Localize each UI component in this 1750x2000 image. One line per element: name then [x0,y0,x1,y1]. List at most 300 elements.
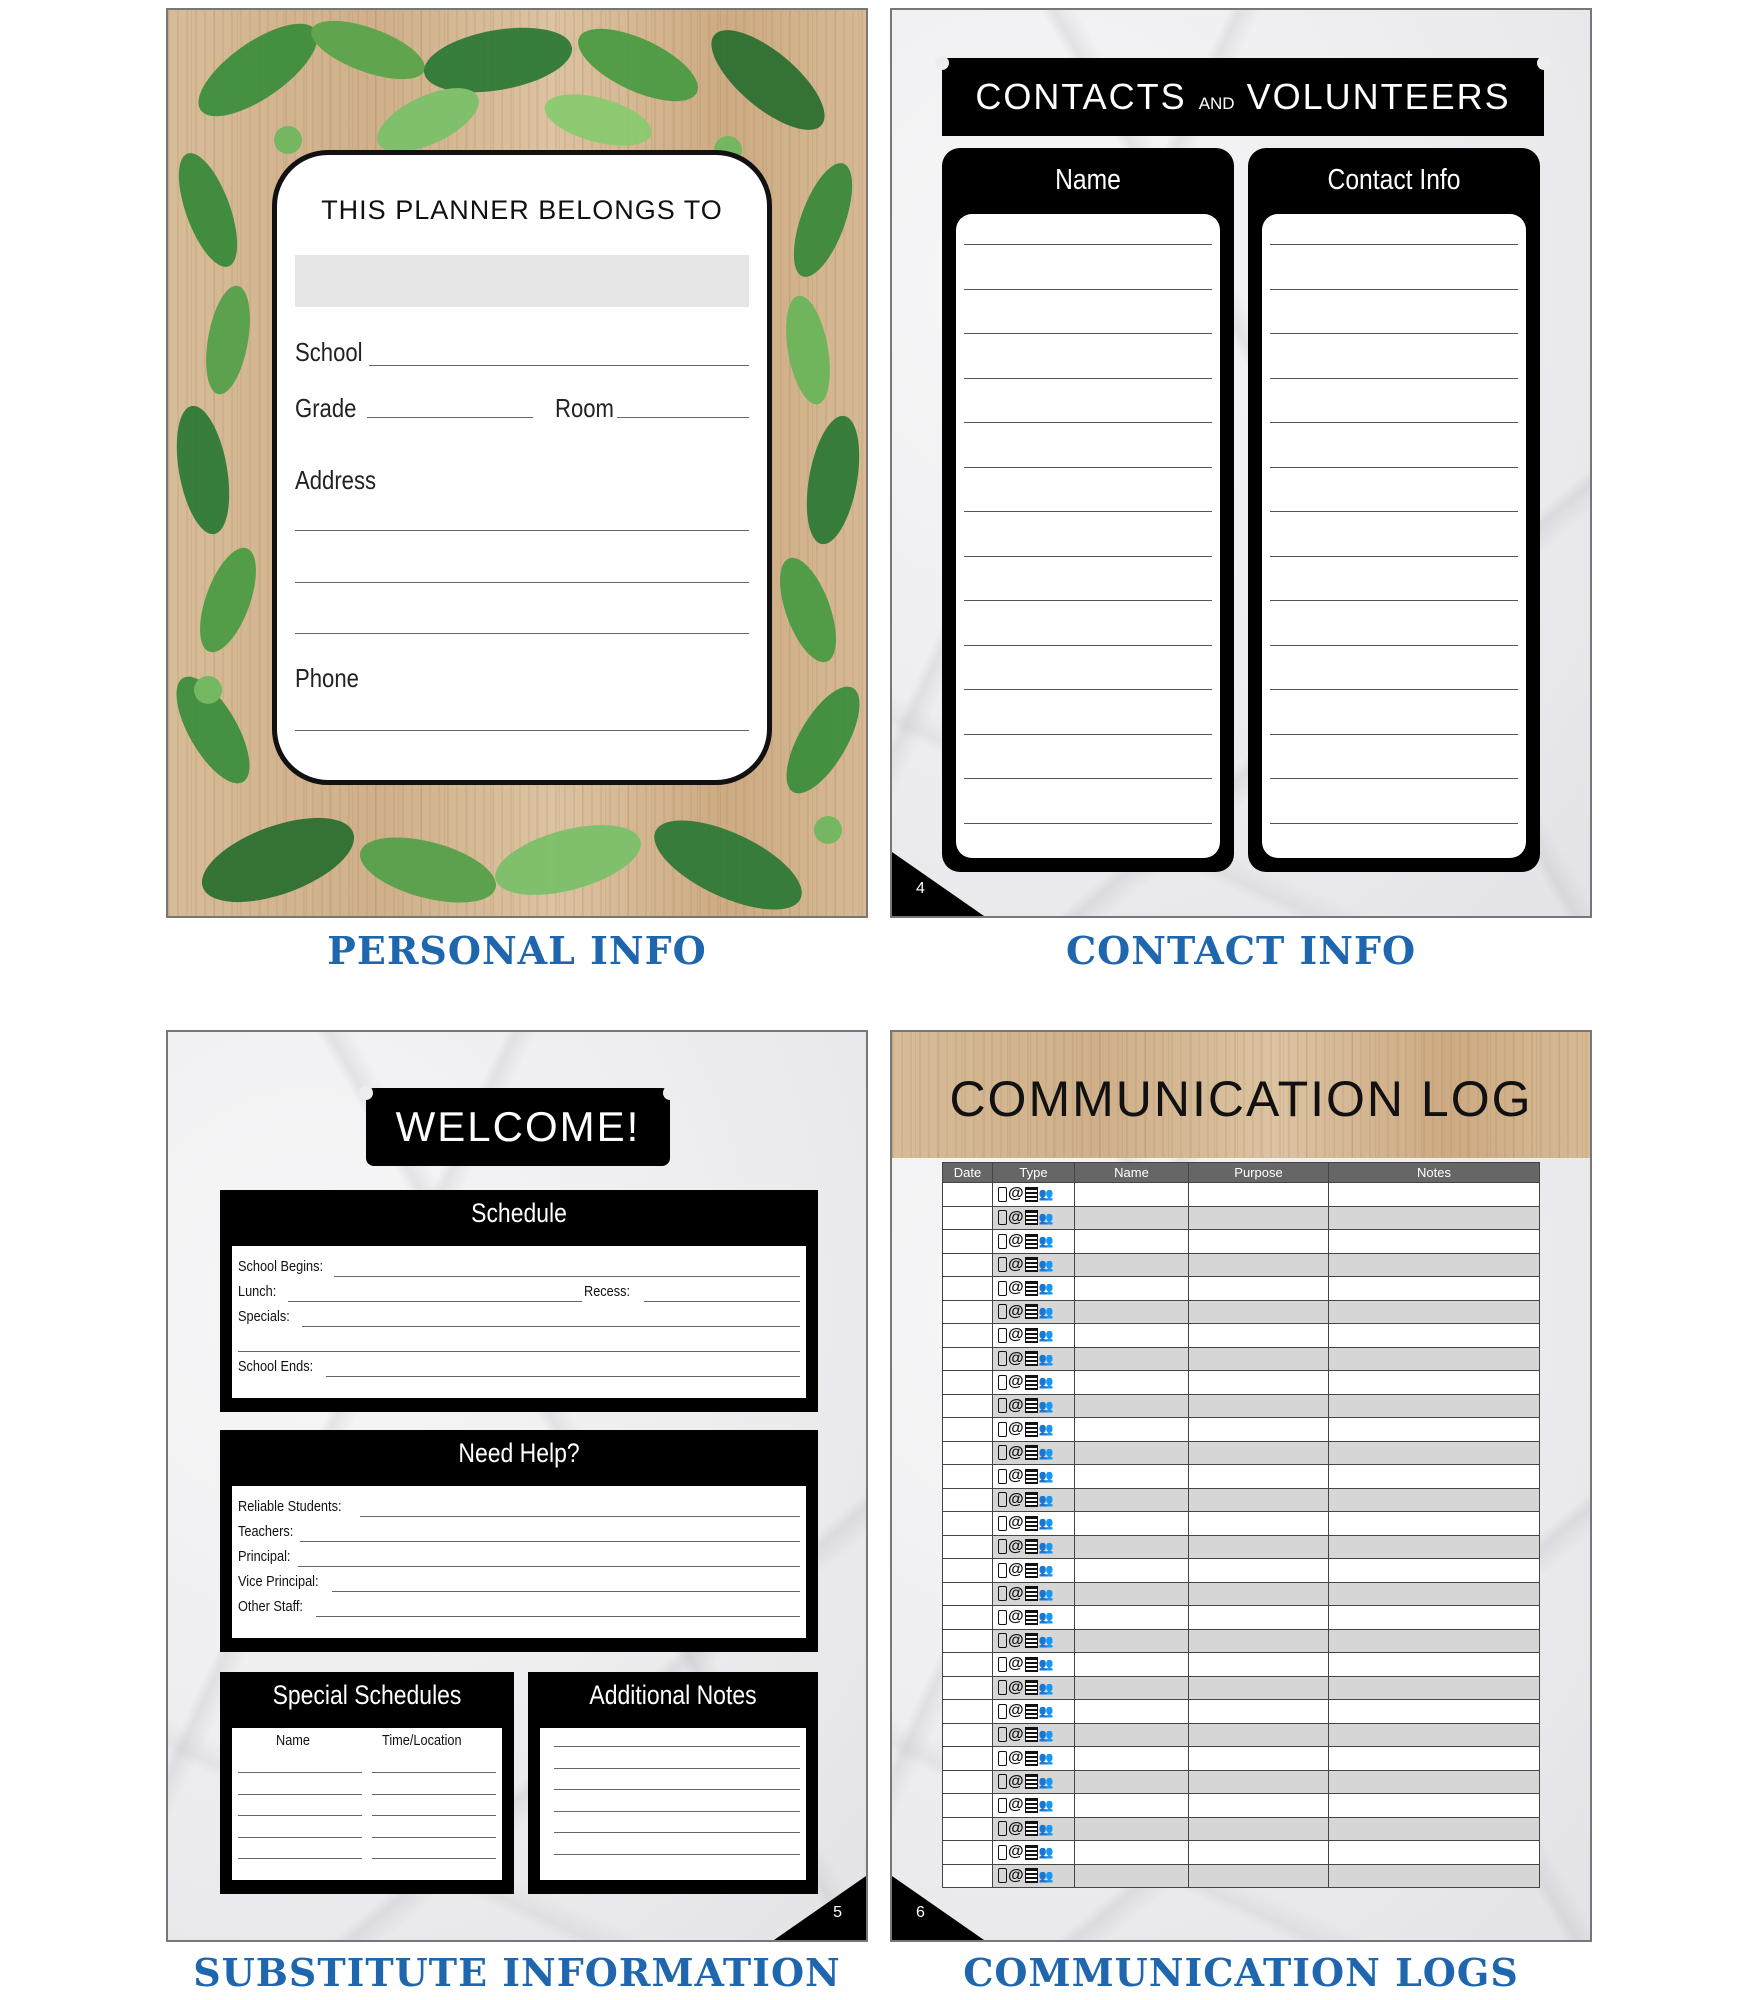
document-icon[interactable] [1025,1492,1038,1507]
at-icon[interactable]: @ [1008,1185,1024,1203]
phone-icon[interactable] [998,1398,1007,1413]
notes-cell[interactable] [1329,1606,1540,1630]
at-icon[interactable]: @ [1008,1302,1024,1320]
people-icon[interactable]: 👥 [1038,1774,1054,1789]
name-cell[interactable] [1075,1347,1189,1371]
at-icon[interactable]: @ [1008,1208,1024,1226]
additional-notes-line[interactable] [554,1746,800,1747]
document-icon[interactable] [1025,1633,1038,1648]
name-cell[interactable] [1075,1371,1189,1395]
lunch-field[interactable] [288,1301,582,1302]
type-icons[interactable] [993,1700,1074,1723]
document-icon[interactable] [1025,1680,1038,1695]
phone-icon[interactable] [998,1469,1007,1484]
document-icon[interactable] [1025,1586,1038,1601]
type-icons[interactable] [993,1865,1074,1888]
type-cell[interactable] [993,1418,1075,1442]
contact-entry-line[interactable] [1270,511,1518,512]
type-cell[interactable] [993,1277,1075,1301]
type-icons[interactable] [993,1559,1074,1582]
document-icon[interactable] [1025,1234,1038,1249]
contact-entry-line[interactable] [1270,333,1518,334]
contact-entry-line[interactable] [1270,244,1518,245]
notes-cell[interactable] [1329,1371,1540,1395]
phone-icon[interactable] [998,1328,1007,1343]
date-cell[interactable] [943,1230,993,1254]
people-icon[interactable]: 👥 [1038,1398,1054,1413]
document-icon[interactable] [1025,1445,1038,1460]
people-icon[interactable]: 👥 [1038,1633,1054,1648]
document-icon[interactable] [1025,1657,1038,1672]
date-cell[interactable] [943,1817,993,1841]
type-icons[interactable] [993,1301,1074,1324]
date-cell[interactable] [943,1723,993,1747]
name-cell[interactable] [1075,1582,1189,1606]
purpose-cell[interactable] [1189,1817,1329,1841]
name-cell[interactable] [1075,1535,1189,1559]
type-icons[interactable] [993,1512,1074,1535]
people-icon[interactable]: 👥 [1038,1281,1054,1296]
at-icon[interactable]: @ [1008,1232,1024,1250]
type-icons[interactable] [993,1630,1074,1653]
additional-notes-lines[interactable] [540,1728,806,1880]
type-cell[interactable] [993,1653,1075,1677]
document-icon[interactable] [1025,1257,1038,1272]
principal-field[interactable] [298,1566,800,1567]
purpose-cell[interactable] [1189,1864,1329,1888]
at-icon[interactable]: @ [1008,1608,1024,1626]
reliable-students-field[interactable] [360,1516,800,1517]
document-icon[interactable] [1025,1821,1038,1836]
address-line-3[interactable] [295,633,749,634]
special-schedule-line[interactable] [372,1794,496,1795]
contact-entry-line[interactable] [1270,422,1518,423]
notes-cell[interactable] [1329,1465,1540,1489]
contact-entry-line[interactable] [1270,689,1518,690]
date-cell[interactable] [943,1277,993,1301]
notes-cell[interactable] [1329,1535,1540,1559]
special-schedules-fields[interactable] [232,1728,502,1880]
people-icon[interactable]: 👥 [1038,1868,1054,1883]
people-icon[interactable]: 👥 [1038,1657,1054,1672]
date-cell[interactable] [943,1488,993,1512]
name-cell[interactable] [1075,1488,1189,1512]
type-icons[interactable] [993,1489,1074,1512]
date-cell[interactable] [943,1465,993,1489]
type-cell[interactable] [993,1300,1075,1324]
phone-icon[interactable] [998,1845,1007,1860]
type-icons[interactable] [993,1395,1074,1418]
notes-cell[interactable] [1329,1253,1540,1277]
notes-cell[interactable] [1329,1817,1540,1841]
name-cell[interactable] [1075,1747,1189,1771]
name-cell[interactable] [1075,1700,1189,1724]
name-cell[interactable] [1075,1770,1189,1794]
contact-entry-line[interactable] [1270,378,1518,379]
contact-entry-line[interactable] [1270,289,1518,290]
document-icon[interactable] [1025,1328,1038,1343]
at-icon[interactable]: @ [1008,1443,1024,1461]
document-icon[interactable] [1025,1469,1038,1484]
date-cell[interactable] [943,1512,993,1536]
notes-cell[interactable] [1329,1300,1540,1324]
notes-cell[interactable] [1329,1700,1540,1724]
phone-icon[interactable] [998,1704,1007,1719]
type-cell[interactable] [993,1770,1075,1794]
notes-cell[interactable] [1329,1418,1540,1442]
contact-entry-line[interactable] [1270,556,1518,557]
purpose-cell[interactable] [1189,1512,1329,1536]
at-icon[interactable]: @ [1008,1749,1024,1767]
special-schedule-line[interactable] [372,1772,496,1773]
notes-cell[interactable] [1329,1230,1540,1254]
at-icon[interactable]: @ [1008,1866,1024,1884]
type-icons[interactable] [993,1724,1074,1747]
name-cell[interactable] [1075,1723,1189,1747]
special-schedule-line[interactable] [238,1837,362,1838]
document-icon[interactable] [1025,1304,1038,1319]
at-icon[interactable]: @ [1008,1819,1024,1837]
additional-notes-line[interactable] [554,1768,800,1769]
date-cell[interactable] [943,1183,993,1207]
type-cell[interactable] [993,1817,1075,1841]
date-cell[interactable] [943,1535,993,1559]
phone-icon[interactable] [998,1751,1007,1766]
people-icon[interactable]: 👥 [1038,1304,1054,1319]
people-icon[interactable]: 👥 [1038,1351,1054,1366]
document-icon[interactable] [1025,1351,1038,1366]
contact-entry-line[interactable] [1270,600,1518,601]
contact-info-column-lines[interactable] [1262,214,1526,858]
name-cell[interactable] [1075,1253,1189,1277]
at-icon[interactable]: @ [1008,1349,1024,1367]
type-icons[interactable] [993,1794,1074,1817]
document-icon[interactable] [1025,1727,1038,1742]
date-cell[interactable] [943,1582,993,1606]
document-icon[interactable] [1025,1868,1038,1883]
document-icon[interactable] [1025,1751,1038,1766]
phone-icon[interactable] [998,1774,1007,1789]
phone-icon[interactable] [998,1798,1007,1813]
people-icon[interactable]: 👥 [1038,1680,1054,1695]
name-cell[interactable] [1075,1841,1189,1865]
specials-field-line-2[interactable] [238,1351,800,1352]
purpose-cell[interactable] [1189,1747,1329,1771]
notes-cell[interactable] [1329,1841,1540,1865]
type-cell[interactable] [993,1864,1075,1888]
name-cell[interactable] [1075,1324,1189,1348]
name-cell[interactable] [1075,1817,1189,1841]
type-cell[interactable] [993,1676,1075,1700]
name-cell[interactable] [1075,1465,1189,1489]
type-icons[interactable] [993,1207,1074,1230]
purpose-cell[interactable] [1189,1676,1329,1700]
purpose-cell[interactable] [1189,1723,1329,1747]
type-icons[interactable] [993,1183,1074,1206]
type-cell[interactable] [993,1206,1075,1230]
date-cell[interactable] [943,1606,993,1630]
notes-cell[interactable] [1329,1488,1540,1512]
type-icons[interactable] [993,1465,1074,1488]
at-icon[interactable]: @ [1008,1702,1024,1720]
document-icon[interactable] [1025,1539,1038,1554]
purpose-cell[interactable] [1189,1653,1329,1677]
purpose-cell[interactable] [1189,1488,1329,1512]
people-icon[interactable]: 👥 [1038,1751,1054,1766]
name-entry-line[interactable] [964,645,1212,646]
name-cell[interactable] [1075,1512,1189,1536]
date-cell[interactable] [943,1653,993,1677]
name-entry-line[interactable] [964,511,1212,512]
notes-cell[interactable] [1329,1747,1540,1771]
special-schedule-line[interactable] [238,1858,362,1859]
notes-cell[interactable] [1329,1277,1540,1301]
special-schedule-line[interactable] [238,1794,362,1795]
date-cell[interactable] [943,1300,993,1324]
type-cell[interactable] [993,1747,1075,1771]
date-cell[interactable] [943,1700,993,1724]
additional-notes-line[interactable] [554,1832,800,1833]
name-cell[interactable] [1075,1418,1189,1442]
notes-cell[interactable] [1329,1183,1540,1207]
date-cell[interactable] [943,1747,993,1771]
name-entry-line[interactable] [964,244,1212,245]
date-cell[interactable] [943,1253,993,1277]
date-cell[interactable] [943,1324,993,1348]
notes-cell[interactable] [1329,1864,1540,1888]
name-cell[interactable] [1075,1277,1189,1301]
people-icon[interactable]: 👥 [1038,1704,1054,1719]
name-entry-line[interactable] [964,333,1212,334]
people-icon[interactable]: 👥 [1038,1727,1054,1742]
people-icon[interactable]: 👥 [1038,1422,1054,1437]
people-icon[interactable]: 👥 [1038,1586,1054,1601]
type-icons[interactable] [993,1841,1074,1864]
name-cell[interactable] [1075,1559,1189,1583]
special-schedule-line[interactable] [238,1772,362,1773]
phone-icon[interactable] [998,1492,1007,1507]
contact-entry-line[interactable] [1270,645,1518,646]
date-cell[interactable] [943,1676,993,1700]
name-column-lines[interactable] [956,214,1220,858]
purpose-cell[interactable] [1189,1841,1329,1865]
name-cell[interactable] [1075,1300,1189,1324]
phone-icon[interactable] [998,1680,1007,1695]
date-cell[interactable] [943,1394,993,1418]
at-icon[interactable]: @ [1008,1373,1024,1391]
contact-entry-line[interactable] [1270,823,1518,824]
people-icon[interactable]: 👥 [1038,1210,1054,1225]
name-entry-line[interactable] [964,378,1212,379]
type-icons[interactable] [993,1442,1074,1465]
type-cell[interactable] [993,1347,1075,1371]
notes-cell[interactable] [1329,1770,1540,1794]
room-field[interactable] [617,417,749,418]
phone-icon[interactable] [998,1422,1007,1437]
name-entry-line[interactable] [964,422,1212,423]
purpose-cell[interactable] [1189,1559,1329,1583]
purpose-cell[interactable] [1189,1300,1329,1324]
at-icon[interactable]: @ [1008,1772,1024,1790]
at-icon[interactable]: @ [1008,1467,1024,1485]
name-entry-line[interactable] [964,778,1212,779]
type-cell[interactable] [993,1183,1075,1207]
at-icon[interactable]: @ [1008,1490,1024,1508]
notes-cell[interactable] [1329,1512,1540,1536]
purpose-cell[interactable] [1189,1418,1329,1442]
date-cell[interactable] [943,1347,993,1371]
at-icon[interactable]: @ [1008,1279,1024,1297]
date-cell[interactable] [943,1629,993,1653]
document-icon[interactable] [1025,1845,1038,1860]
name-cell[interactable] [1075,1653,1189,1677]
special-schedule-line[interactable] [372,1815,496,1816]
people-icon[interactable]: 👥 [1038,1375,1054,1390]
date-cell[interactable] [943,1841,993,1865]
purpose-cell[interactable] [1189,1371,1329,1395]
phone-icon[interactable] [998,1304,1007,1319]
purpose-cell[interactable] [1189,1324,1329,1348]
purpose-cell[interactable] [1189,1582,1329,1606]
people-icon[interactable]: 👥 [1038,1445,1054,1460]
purpose-cell[interactable] [1189,1206,1329,1230]
type-cell[interactable] [993,1488,1075,1512]
type-cell[interactable] [993,1582,1075,1606]
name-cell[interactable] [1075,1394,1189,1418]
type-cell[interactable] [993,1324,1075,1348]
purpose-cell[interactable] [1189,1394,1329,1418]
date-cell[interactable] [943,1770,993,1794]
phone-icon[interactable] [998,1821,1007,1836]
school-ends-field[interactable] [326,1376,800,1377]
phone-icon[interactable] [998,1281,1007,1296]
phone-icon[interactable] [998,1187,1007,1202]
document-icon[interactable] [1025,1798,1038,1813]
at-icon[interactable]: @ [1008,1537,1024,1555]
notes-cell[interactable] [1329,1676,1540,1700]
at-icon[interactable]: @ [1008,1326,1024,1344]
notes-cell[interactable] [1329,1653,1540,1677]
notes-cell[interactable] [1329,1629,1540,1653]
phone-icon[interactable] [998,1539,1007,1554]
purpose-cell[interactable] [1189,1700,1329,1724]
date-cell[interactable] [943,1371,993,1395]
purpose-cell[interactable] [1189,1794,1329,1818]
name-entry-line[interactable] [964,823,1212,824]
contact-entry-line[interactable] [1270,734,1518,735]
phone-icon[interactable] [998,1445,1007,1460]
at-icon[interactable]: @ [1008,1584,1024,1602]
type-cell[interactable] [993,1535,1075,1559]
school-field[interactable] [369,365,749,366]
notes-cell[interactable] [1329,1723,1540,1747]
type-cell[interactable] [993,1253,1075,1277]
purpose-cell[interactable] [1189,1535,1329,1559]
special-schedule-line[interactable] [372,1858,496,1859]
type-cell[interactable] [993,1700,1075,1724]
type-cell[interactable] [993,1441,1075,1465]
people-icon[interactable]: 👥 [1038,1234,1054,1249]
type-icons[interactable] [993,1536,1074,1559]
at-icon[interactable]: @ [1008,1655,1024,1673]
date-cell[interactable] [943,1794,993,1818]
phone-icon[interactable] [998,1257,1007,1272]
document-icon[interactable] [1025,1610,1038,1625]
phone-icon[interactable] [998,1563,1007,1578]
name-cell[interactable] [1075,1676,1189,1700]
name-entry-line[interactable] [964,556,1212,557]
date-cell[interactable] [943,1559,993,1583]
document-icon[interactable] [1025,1563,1038,1578]
additional-notes-line[interactable] [554,1789,800,1790]
phone-icon[interactable] [998,1234,1007,1249]
people-icon[interactable]: 👥 [1038,1492,1054,1507]
type-cell[interactable] [993,1723,1075,1747]
notes-cell[interactable] [1329,1324,1540,1348]
document-icon[interactable] [1025,1375,1038,1390]
type-icons[interactable] [993,1371,1074,1394]
people-icon[interactable]: 👥 [1038,1516,1054,1531]
people-icon[interactable]: 👥 [1038,1257,1054,1272]
document-icon[interactable] [1025,1774,1038,1789]
type-icons[interactable] [993,1254,1074,1277]
date-cell[interactable] [943,1418,993,1442]
at-icon[interactable]: @ [1008,1396,1024,1414]
type-icons[interactable] [993,1230,1074,1253]
purpose-cell[interactable] [1189,1629,1329,1653]
at-icon[interactable]: @ [1008,1678,1024,1696]
document-icon[interactable] [1025,1187,1038,1202]
additional-notes-line[interactable] [554,1854,800,1855]
phone-icon[interactable] [998,1610,1007,1625]
name-entry-line[interactable] [964,734,1212,735]
address-line-1[interactable] [295,530,749,531]
phone-icon[interactable] [998,1375,1007,1390]
phone-icon[interactable] [998,1210,1007,1225]
purpose-cell[interactable] [1189,1606,1329,1630]
other-staff-field[interactable] [316,1616,800,1617]
name-cell[interactable] [1075,1606,1189,1630]
notes-cell[interactable] [1329,1794,1540,1818]
document-icon[interactable] [1025,1704,1038,1719]
additional-notes-line[interactable] [554,1811,800,1812]
phone-icon[interactable] [998,1868,1007,1883]
name-entry-line[interactable] [964,289,1212,290]
address-line-2[interactable] [295,582,749,583]
people-icon[interactable]: 👥 [1038,1563,1054,1578]
phone-icon[interactable] [998,1516,1007,1531]
phone-icon[interactable] [998,1586,1007,1601]
people-icon[interactable]: 👥 [1038,1328,1054,1343]
name-entry-line[interactable] [964,600,1212,601]
notes-cell[interactable] [1329,1347,1540,1371]
notes-cell[interactable] [1329,1206,1540,1230]
date-cell[interactable] [943,1206,993,1230]
name-cell[interactable] [1075,1183,1189,1207]
document-icon[interactable] [1025,1281,1038,1296]
type-icons[interactable] [993,1653,1074,1676]
purpose-cell[interactable] [1189,1465,1329,1489]
phone-icon[interactable] [998,1351,1007,1366]
teachers-field[interactable] [300,1541,800,1542]
name-entry-line[interactable] [964,467,1212,468]
type-cell[interactable] [993,1794,1075,1818]
name-cell[interactable] [1075,1794,1189,1818]
notes-cell[interactable] [1329,1441,1540,1465]
purpose-cell[interactable] [1189,1183,1329,1207]
document-icon[interactable] [1025,1422,1038,1437]
type-icons[interactable] [993,1348,1074,1371]
